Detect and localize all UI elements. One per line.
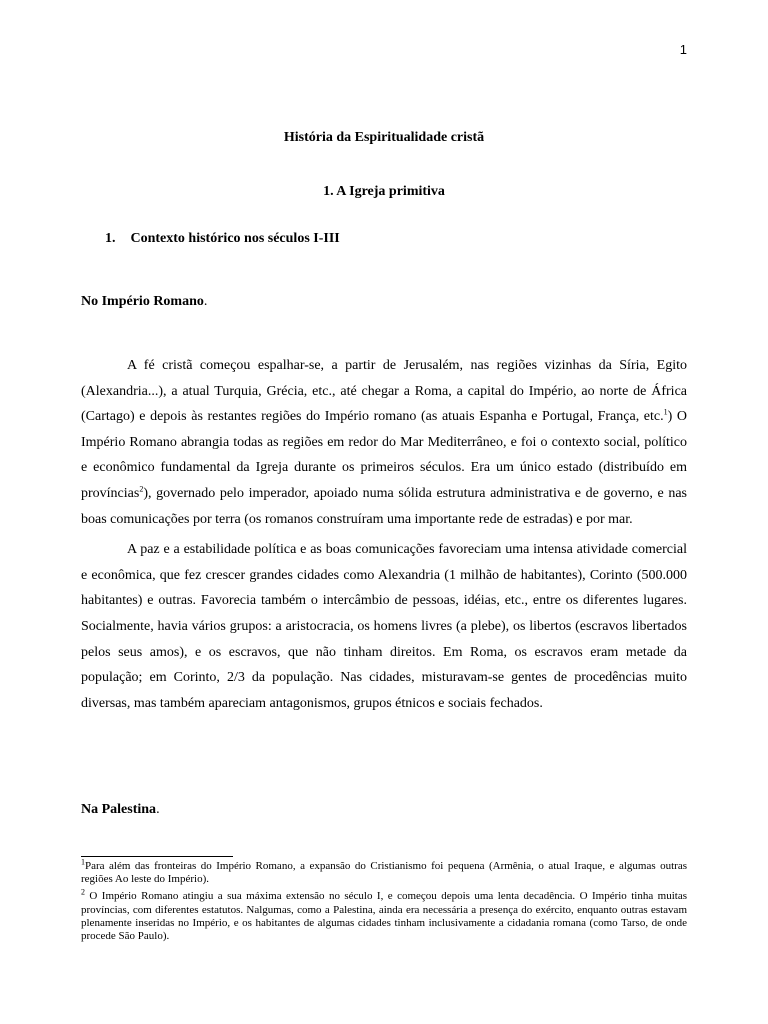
footnote-separator: [81, 856, 233, 857]
subsection-heading-roman-empire: [81, 294, 207, 310]
subsection-label: Na Palestina: [81, 802, 157, 817]
paragraph-1: [81, 353, 687, 532]
paragraph-1-text-b: ) O Império Romano abrangia todas as regiões em redor do Mar Mediterrâneo, e foi o contexto social, político e econômico fundamental da Igreja durante os primeiros séculos. Era um único estado (distribuído em províncias: [81, 409, 688, 501]
document-title: História da Espiritualidade cristã: [283, 130, 485, 145]
footnote-ref-1[interactable]: 1: [663, 407, 668, 417]
footnote-1: [81, 857, 687, 886]
footnotes: [81, 857, 687, 947]
paragraph-2: A paz e a estabilidade política e as boas comunicações favoreciam uma intensa atividade comercial e econômica, que fez crescer grandes cidades como Alexandria (1 milhão de habitantes), Corinto (500.000 habitantes) e outras. Favorecia também o intercâmbio de pessoas, idéias, etc., entre os diferentes lugares. Socialmente, havia vários grupos: a aristocracia, os homens livres (a plebe), os libertos (escravos libertados pelos seus amos), e os escravos, que não tinham direitos. Em Roma, os escravos eram metade da população; em Corinto, 2/3 da população. Nas cidades, misturavam-se gentes de procedências muito diversas, mas também apareciam antagonismos, grupos étnicos e sociais fechados.: [81, 542, 687, 711]
subsection-punct: .: [203, 294, 208, 309]
footnote-text: O Império Romano atingiu a sua máxima extensão no século I, e começou depois uma lenta decadência. O Império tinha muitas províncias, com diferentes estatutos. Nalgumas, como a Palestina, ainda era necessária a presença do exército, enquanto outras estavam plenamente inseridas no Império, e os habitantes de algumas cidades tinham inclusivamente a cidadania romana (como Tarso, de onde procede São Paulo).: [81, 890, 687, 943]
chapter-title: 1. A Igreja primitiva: [323, 184, 445, 199]
paragraph-1-text-c: ), governado pelo imperador, apoiado numa sólida estrutura administrativa e de governo, e nas boas comunicações por terra (os romanos construíram uma importante rede de estradas) e por mar.: [81, 485, 687, 527]
subsection-punct: .: [156, 802, 160, 817]
section-heading: [105, 231, 340, 247]
footnote-2: [81, 887, 687, 943]
section-title: Contexto histórico nos séculos I-III: [130, 231, 340, 246]
footnote-text: Para além das fronteiras do Império Romano, a expansão do Cristianismo foi pequena (Armênia, o atual Iraque, e algumas outras regiões Ao leste do Império).: [81, 860, 687, 886]
subsection-heading-palestine: [81, 802, 160, 818]
footnote-marker: 2: [81, 887, 85, 897]
footnote-ref-2[interactable]: 2: [139, 484, 144, 494]
subsection-label: No Império Romano: [81, 294, 204, 309]
paragraph-1-text-a: A fé cristã começou espalhar-se, a partir de Jerusalém, nas regiões vizinhas da Síria, Egito (Alexandria...), a atual Turquia, Grécia, etc., até chegar a Roma, a capital do Império, ao norte de África (Cartago) e depois às restantes regiões do Império romano (as atuais Espanha e Portugal, França, etc.: [81, 358, 687, 425]
body-text: [81, 353, 687, 721]
section-number: 1.: [105, 231, 116, 246]
footnote-marker: 1: [81, 857, 85, 867]
page-number: 1: [679, 42, 687, 57]
